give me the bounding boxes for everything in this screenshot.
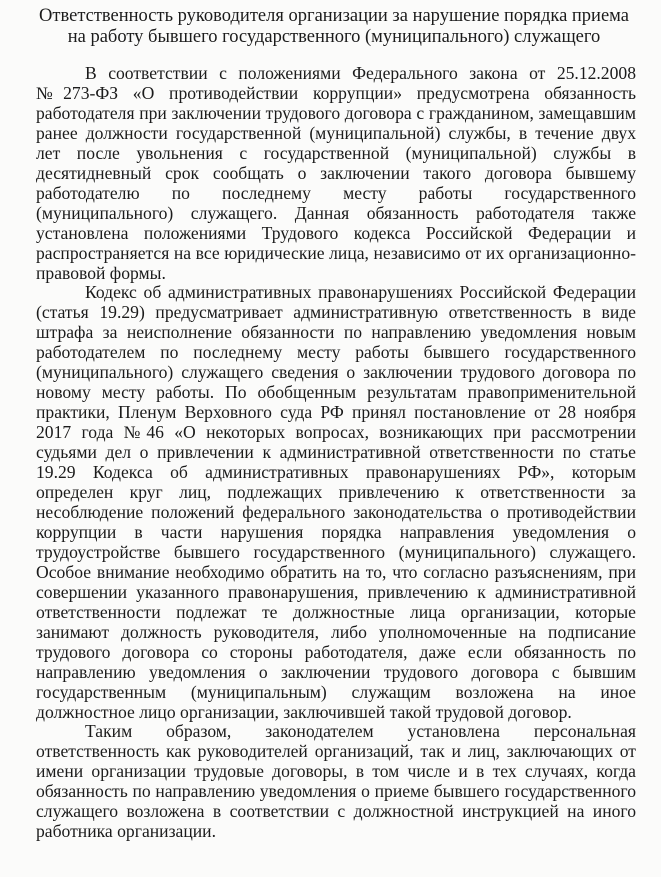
paragraph-administrative-code: Кодекс об административных правонарушениях Российской Федерации (статья 19.29) предусматривает административную ответственность в виде штрафа за неисполнение обязанности по направлению уведомления новым работодателем по последнему месту работы бывшего государственного (муниципального) служащего сведения о заключении трудового договора по новому месту работы. По обобщенным результатам правоприменительной практики, Пленум Верховного суда РФ принял постановление от 28 ноября 2017 года №46 «О некоторых вопросах, возникающих при рассмотрении судьями дел о привлечении к административной ответственности по статье 19.29 Кодекса об административных правонарушениях РФ», которым определен круг лиц, подлежащих привлечению к ответственности за несоблюдение положений федерального законодательства о противодействии коррупции в части нарушения порядка направления уведомления о трудоустройстве бывшего государственного (муниципального) служащего. Особое внимание необходимо обратить на то, что согласно разъяснениям, при совершении указанного правонарушения, привлечению к административной ответственности подлежат те должностные лица организации, которые занимают должность руководителя, либо уполномоченные на подписание трудового договора со стороны работодателя, даже если обязанность по направлению уведомления о заключении трудового договора с бывшим государственным (муниципальным) служащим возложена на иное должностное лицо организации, заключившей такой трудовой договор.: [36, 282, 636, 722]
document-body: [36, 64, 636, 842]
document-title: Ответственность руководителя организации за нарушение порядка приема на работу бывшего государственного (муниципального) служащего: [39, 6, 629, 47]
paragraph-conclusion: Таким образом, законодателем установлена персональная ответственность как руководителей организаций, так и лиц, заключающих от имени организации трудовые договоры, в том числе и в тех случаях, когда обязанность по направлению уведомления о приеме бывшего государственного служащего возложена в соответствии с должностной инструкцией на иного работника организации.: [36, 721, 636, 842]
paragraph-obligation: В соответствии с положениями Федерального закона от 25.12.2008 №273-ФЗ «О противодействии коррупции» предусмотрена обязанность работодателя при заключении трудового договора с гражданином, замещавшим ранее должности государственной (муниципальной) службы, в течение двух лет после увольнения с государственной (муниципальной) службы в десятидневный срок сообщать о заключении такого договора бывшему работодателю по последнему месту работы государственного (муниципального) служащего. Данная обязанность работодателя также установлена положениями Трудового кодекса Российской Федерации и распространяется на все юридические лица, независимо от их организационно-правовой формы.: [36, 63, 636, 283]
